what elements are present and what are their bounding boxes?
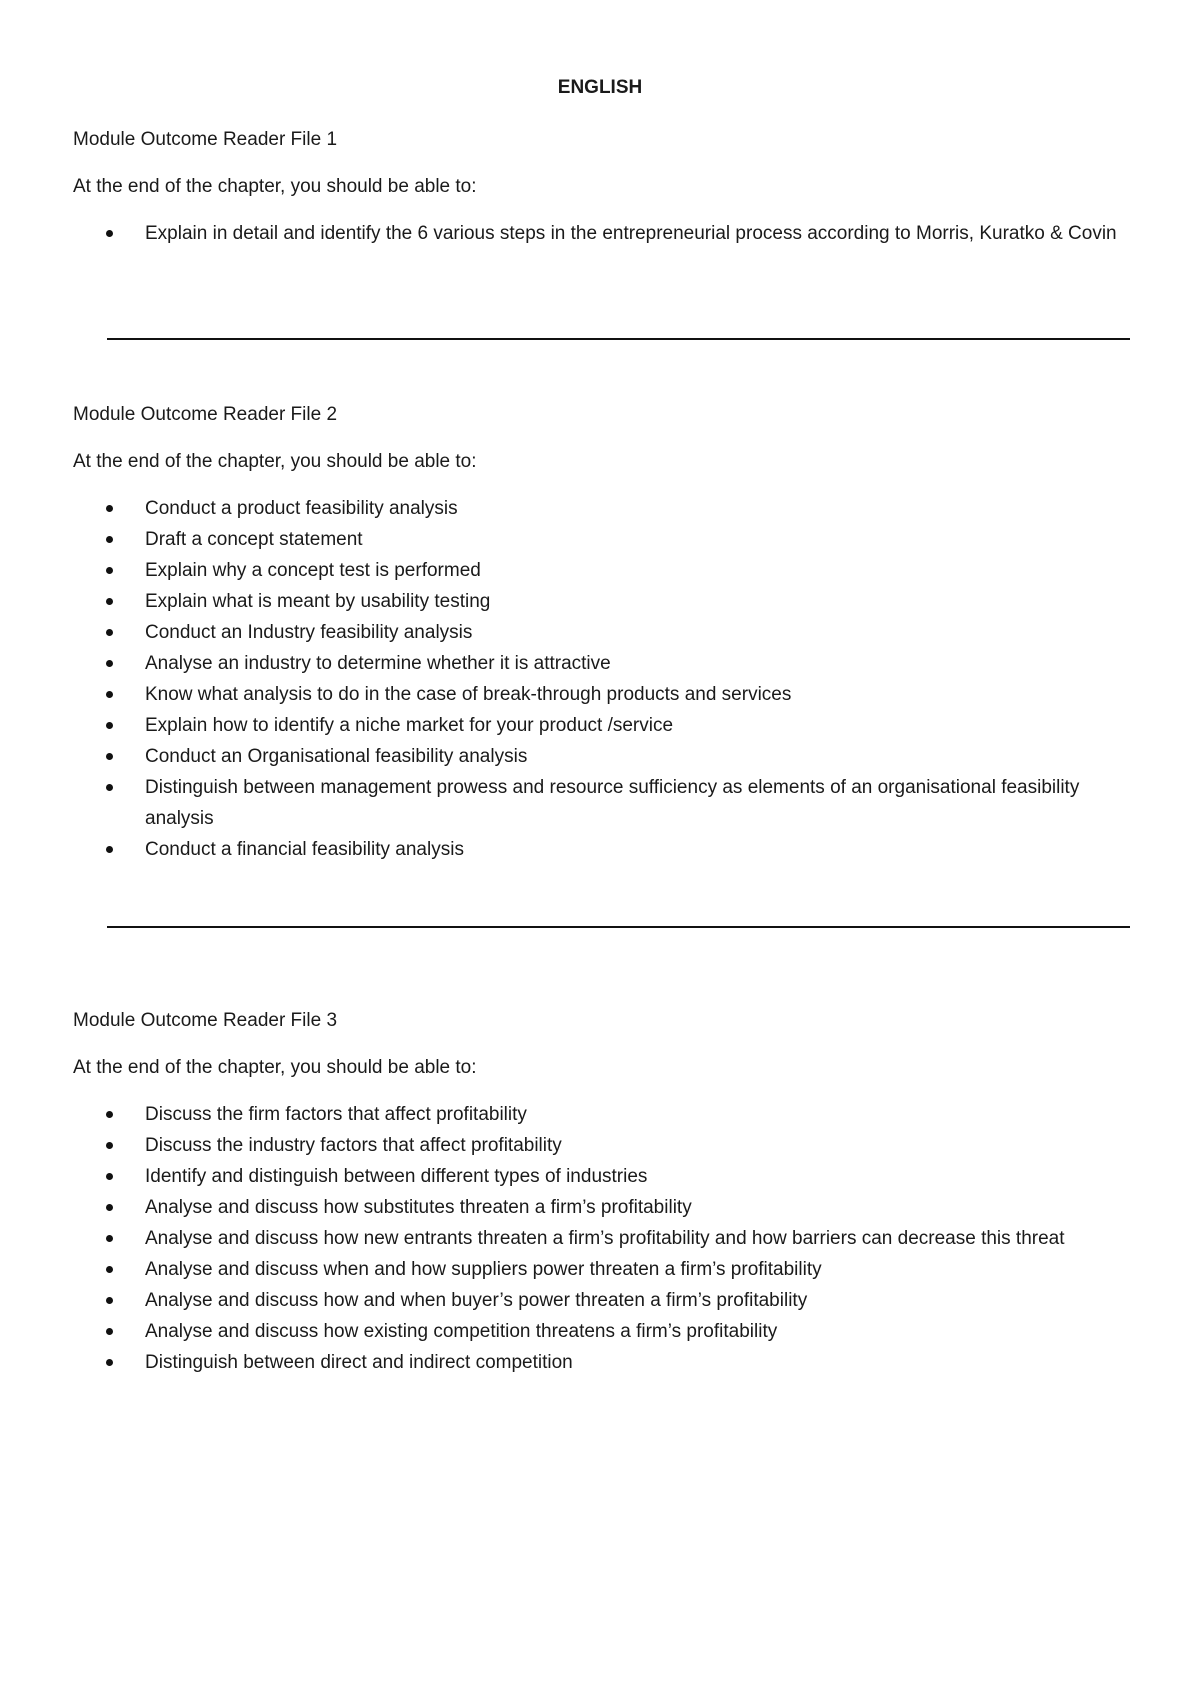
bullet-icon [106,660,113,667]
section-reader-file-2 [73,399,1133,865]
outcome-item: Analyse an industry to determine whether it is attractive [73,648,1133,679]
outcome-item: Explain what is meant by usability testing [73,586,1133,617]
section-heading: Module Outcome Reader File 1 [73,129,338,150]
section-reader-file-1 [73,124,1133,249]
outcome-item: Identify and distinguish between different types of industries [73,1161,1133,1192]
outcome-item: Discuss the firm factors that affect profitability [73,1099,1133,1130]
bullet-icon [106,1235,113,1242]
bullet-icon [106,846,113,853]
section-heading: Module Outcome Reader File 3 [73,1010,338,1031]
outcome-item: Analyse and discuss how and when buyer’s power threaten a firm’s profitability [73,1285,1133,1316]
bullet-icon [106,230,113,237]
outcome-item: Conduct a financial feasibility analysis [73,834,1133,865]
outcome-list [73,218,1133,249]
bullet-icon [106,691,113,698]
document-title: ENGLISH [557,77,643,98]
outcome-item: Explain why a concept test is performed [73,555,1133,586]
bullet-icon [106,629,113,636]
outcome-item: Distinguish between management prowess and resource sufficiency as elements of an organisational feasibility analysis [73,772,1133,834]
outcome-item: Know what analysis to do in the case of break-through products and services [73,679,1133,710]
bullet-icon [106,1297,113,1304]
outcome-item: Conduct a product feasibility analysis [73,493,1133,524]
section-intro: At the end of the chapter, you should be able to: [73,176,477,197]
bullet-icon [106,1173,113,1180]
outcome-item: Analyse and discuss how new entrants threaten a firm’s profitability and how barriers can decrease this threat [73,1223,1133,1254]
outcome-list [73,493,1133,865]
bullet-icon [106,536,113,543]
bullet-icon [106,598,113,605]
outcome-item: Analyse and discuss how existing competition threatens a firm’s profitability [73,1316,1133,1347]
bullet-icon [106,1359,113,1366]
outcome-item: Draft a concept statement [73,524,1133,555]
outcome-list [73,1099,1133,1378]
bullet-icon [106,1111,113,1118]
bullet-icon [106,1142,113,1149]
outcome-item: Conduct an Organisational feasibility analysis [73,741,1133,772]
bullet-icon [106,1204,113,1211]
bullet-icon [106,1266,113,1273]
section-reader-file-3 [73,1005,1133,1378]
bullet-icon [106,505,113,512]
bullet-icon [106,567,113,574]
bullet-icon [106,1328,113,1335]
outcome-item: Explain how to identify a niche market for your product /service [73,710,1133,741]
section-divider [107,926,1130,928]
section-intro: At the end of the chapter, you should be able to: [73,1057,477,1078]
section-intro: At the end of the chapter, you should be able to: [73,451,477,472]
outcome-item: Discuss the industry factors that affect profitability [73,1130,1133,1161]
outcome-item: Distinguish between direct and indirect competition [73,1347,1133,1378]
outcome-item: Analyse and discuss when and how suppliers power threaten a firm’s profitability [73,1254,1133,1285]
bullet-icon [106,784,113,791]
section-divider [107,338,1130,340]
bullet-icon [106,722,113,729]
section-heading: Module Outcome Reader File 2 [73,404,338,425]
bullet-icon [106,753,113,760]
outcome-item: Analyse and discuss how substitutes threaten a firm’s profitability [73,1192,1133,1223]
outcome-item: Conduct an Industry feasibility analysis [73,617,1133,648]
outcome-item: Explain in detail and identify the 6 various steps in the entrepreneurial process according to Morris, Kuratko & Covin [73,218,1133,249]
